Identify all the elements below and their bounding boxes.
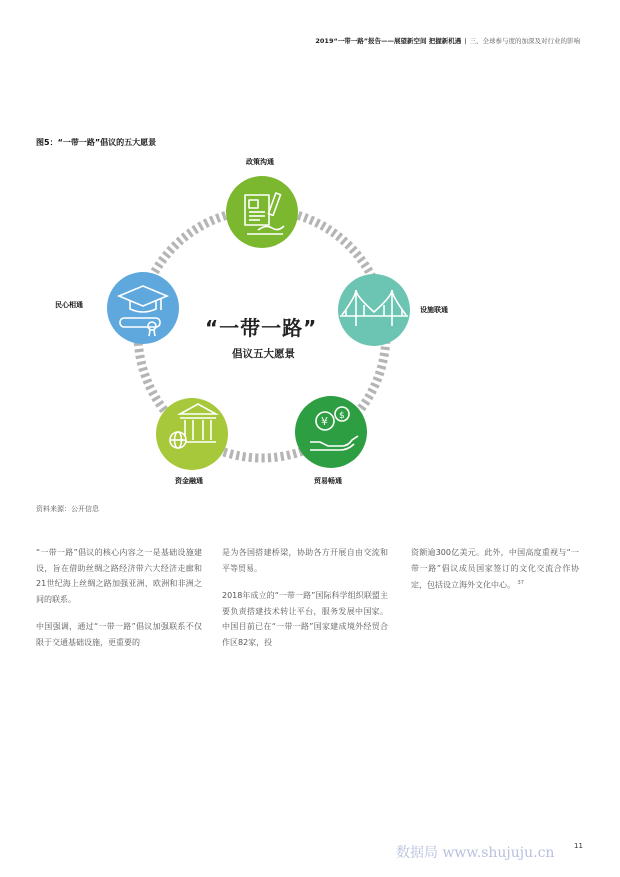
svg-text:$: $ bbox=[339, 411, 345, 421]
svg-text:¥: ¥ bbox=[321, 415, 328, 428]
paragraph: 2018年成立的“一带一路”国际科学组织联盟主要负责搭建技术转让平台，服务发展中国家。中国目前已在“一带一路”国家建成境外经贸合作区82家，投 bbox=[222, 591, 388, 647]
center-subtitle: 倡议五大愿景 bbox=[232, 348, 295, 360]
body-column-2 bbox=[222, 545, 388, 662]
page-number: 11 bbox=[574, 842, 583, 850]
policy-communication-node bbox=[226, 176, 298, 248]
paragraph: 是为各国搭建桥梁，协助各方开展自由交流和平等贸易。 bbox=[222, 548, 388, 573]
center-title: “一带一路” bbox=[205, 316, 318, 340]
paragraph: 中国强调，通过“一带一路”倡议加强联系不仅限于交通基础设施，更重要的 bbox=[36, 622, 202, 647]
paragraph bbox=[411, 545, 579, 593]
label-people: 民心相通 bbox=[55, 301, 83, 309]
five-visions-diagram bbox=[0, 150, 620, 500]
header-separator: | bbox=[464, 37, 467, 45]
people-to-people-node bbox=[107, 272, 179, 344]
infrastructure-connectivity-node bbox=[338, 274, 410, 346]
paragraph: “一带一路”倡议的核心内容之一是基础设施建设，旨在借助丝绸之路经济带六大经济走廊和21世纪海上丝绸之路加强亚洲、欧洲和非洲之间的联系。 bbox=[36, 548, 202, 604]
trade-connectivity-node bbox=[295, 396, 367, 468]
label-policy: 政策沟通 bbox=[246, 158, 274, 166]
footnote-ref: 37 bbox=[517, 580, 524, 586]
figure-source: 资料来源：公开信息 bbox=[36, 505, 99, 513]
label-infrastructure: 设施联通 bbox=[420, 306, 448, 314]
figure-title: 图5：“一带一路”倡议的五大愿景 bbox=[36, 138, 157, 147]
paragraph-text: 资额逾300亿美元。此外，中国高度重视与“一带一路”倡议成员国家签订的文化交流合作协定，包括设立海外文化中心。 bbox=[411, 548, 579, 590]
body-column-1 bbox=[36, 545, 202, 662]
label-trade: 贸易畅通 bbox=[314, 477, 342, 485]
report-title: 2019“一带一路”报告——展望新空间 把握新机遇 bbox=[315, 37, 462, 45]
page-header bbox=[0, 36, 580, 45]
section-title: 三、全球参与度的加深及对行业的影响 bbox=[469, 37, 580, 45]
financial-integration-node bbox=[156, 398, 228, 470]
label-finance: 资金融通 bbox=[175, 477, 203, 485]
body-column-3 bbox=[411, 545, 579, 605]
watermark: 数据局 www.shujuju.cn bbox=[396, 845, 555, 861]
